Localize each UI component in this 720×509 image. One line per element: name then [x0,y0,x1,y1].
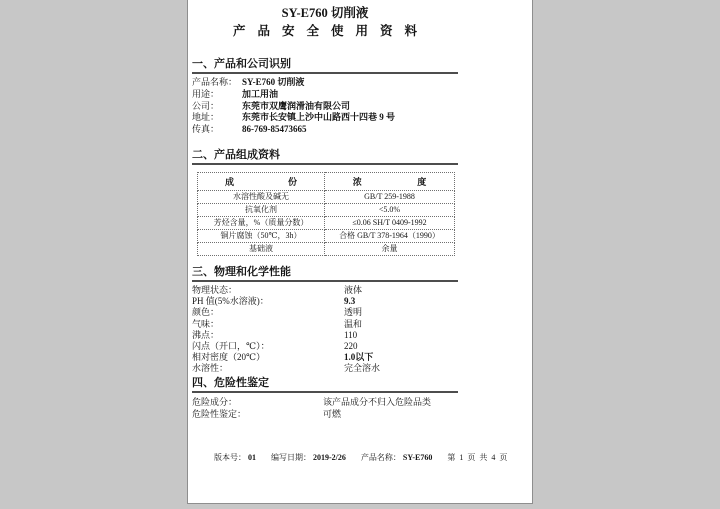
footer-label: 版本号： [214,453,246,462]
field-value: 110 [344,329,358,340]
field-label: 气味： [192,318,220,329]
component-cell: 基础液 [198,242,325,255]
field-row-usage [192,89,458,101]
field-row-odor [192,319,458,330]
field-label: 产品名称： [192,77,238,87]
component-cell: 铜片腐蚀（50℃，3h） [198,229,325,242]
field-value: 液体 [344,284,363,295]
concentration-cell: 合格 GB/T 378-1964（1990） [325,229,455,242]
field-value: 透明 [344,307,363,318]
section-composition [192,149,458,256]
section-identification [192,58,458,136]
footer-date [271,453,346,462]
field-row-fax [192,124,458,136]
footer-value: 01 [248,453,256,462]
field-value: 1.0以下 [344,352,374,363]
field-label: 闪点（开口，℃）： [192,341,270,351]
field-value: 86-769-85473665 [242,124,307,135]
field-value: 东莞市长安镇上沙中山路西十四巷 9 号 [242,112,396,123]
concentration-header-char: 度 [417,176,427,187]
field-label: 相对密度（20℃） [192,352,266,363]
field-row-product-name [192,77,458,89]
concentration-column-header [325,172,455,190]
field-value: 加工用油 [242,88,279,99]
section-hazard [192,377,458,420]
field-label: 物理状态： [192,284,238,295]
field-row-company [192,101,458,113]
field-label: 危险性鉴定： [192,408,247,419]
field-label: 水溶性： [192,363,229,374]
table-row [198,190,455,203]
component-cell: 水溶性酸及碱无 [198,190,325,203]
footer-product-name [361,453,433,462]
identification-fields [192,77,458,136]
field-row-relative-density [192,352,458,363]
component-column-header [198,172,325,190]
concentration-header-text [325,175,454,188]
field-row-water-solubility [192,363,458,374]
document-page [187,0,533,504]
document-content [188,0,458,420]
concentration-cell: ≤0.06 SH/T 0409-1992 [325,216,455,229]
field-label: 公司： [192,100,220,111]
field-row-physical-state [192,285,458,296]
table-row [198,242,455,255]
page-footer [214,452,508,463]
component-header-text [198,175,324,188]
table-row [198,216,455,229]
field-label: 传真： [192,124,220,135]
field-value: 温和 [344,318,363,329]
document-subtitle: 产品安全使用资料 [232,24,429,38]
field-value: 220 [344,341,358,351]
section-1-heading: 一、产品和公司识别 [192,58,458,74]
field-label: 地址： [192,112,220,123]
field-row-ph [192,296,458,307]
document-title: SY-E760 切削液 [281,6,369,20]
footer-page-info: 第 1 页 共 4 页 [447,453,509,462]
component-header-char: 份 [287,176,297,187]
section-4-heading: 四、危险性鉴定 [192,377,458,393]
physical-fields [192,285,458,375]
field-row-boiling-point [192,330,458,341]
concentration-cell: GB/T 259-1988 [325,190,455,203]
footer-value: SY-E760 [402,453,433,462]
field-label: PH 值(5%水溶液)： [192,296,269,307]
concentration-cell: 余量 [325,242,455,255]
section-physical-chemical [192,266,458,375]
field-value: 可燃 [323,408,342,419]
hazard-fields [192,396,458,420]
field-label: 颜色： [192,307,220,318]
footer-version [214,453,256,462]
component-cell: 芳烃含量，%（质量分数） [198,216,325,229]
composition-table-header-row [198,172,455,190]
section-2-heading: 二、产品组成资料 [192,149,458,165]
concentration-cell: <5.0% [325,203,455,216]
field-value: 9.3 [344,296,356,307]
field-row-flash-point [192,341,458,352]
component-cell: 抗氧化剂 [198,203,325,216]
field-value: SY-E760 切削液 [242,77,305,87]
field-row-hazardous-components [192,396,458,408]
field-label: 用途： [192,88,220,99]
table-row [198,229,455,242]
footer-label: 产品名称： [360,453,401,462]
concentration-header-char: 浓 [352,176,362,187]
field-row-hazard-assessment [192,408,458,420]
table-row [198,203,455,216]
field-row-address [192,112,458,124]
component-header-char: 成 [224,176,234,187]
field-row-color [192,307,458,318]
footer-value: 2019-2/26 [313,453,346,462]
field-value: 该产品成分不归入危险品类 [323,396,432,407]
field-value: 东莞市双鹰润滑油有限公司 [242,100,351,111]
field-label: 危险成分： [192,396,238,407]
section-3-heading: 三、物理和化学性能 [192,266,458,282]
footer-label: 编写日期： [271,453,311,462]
field-value: 完全溶水 [344,363,381,374]
composition-table [197,172,455,256]
field-label: 沸点： [192,329,220,340]
